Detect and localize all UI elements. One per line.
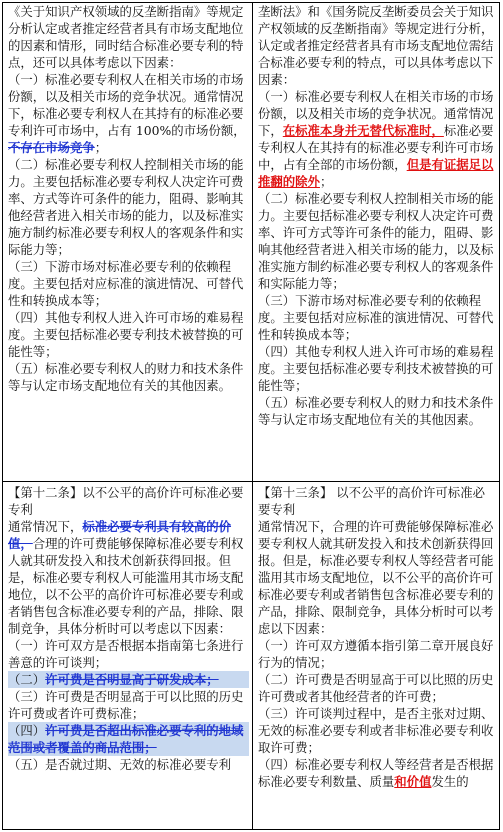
factor-3: （三）下游市场对标准必要专利的依赖程度。主要包括对应标准的演进情况、可替代性和转换成本等； <box>258 293 494 342</box>
item-4 <box>258 756 497 790</box>
factor-5: （五）标准必要专利权人的财力和技术条件等与认定市场支配地位有关的其他因素。 <box>8 361 244 393</box>
item-4-text: （四）标准必要专利权人等经营者是否根据标准必要专利数量、质量 <box>258 757 494 789</box>
deleted-text: 许可费是否明显高于研发成本； <box>45 672 219 687</box>
factor-1-end: ； <box>94 140 108 155</box>
cell-left-bottom <box>3 484 252 830</box>
deleted-text: 许可费是否超出标准必要专利的地域范围或者覆盖的商品范围； <box>8 723 244 755</box>
factor-1-end: ； <box>319 174 333 189</box>
intro-paragraph: 《关于知识产权领域的反垄断指南》等规定分析认定或者推定经营者具有市场支配地位的因素和情形，同时结合标准必要专利的特点，还可以具体考虑以下因素： <box>8 4 244 70</box>
factor-2: （二）标准必要专利权人控制相关市场的能力。主要包括标准必要专利权人决定许可费率、许可方式等许可条件的能力，阻碍、影响其他经营者进入相关市场的能力，以及标准实施方制约标准必要专利权人的客观条件和实际能力等； <box>258 191 494 291</box>
inserted-text: 但是有证据足以推翻的除外 <box>258 157 494 189</box>
factor-5: （五）标准必要专利权人的财力和技术条件等与认定市场支配地位有关的其他因素。 <box>258 395 494 427</box>
factor-4: （四）其他专利权人进入许可市场的难易程度。主要包括标准必要专利技术被替换的可能性等； <box>8 310 244 359</box>
deleted-text: 不存在市场竞争 <box>8 140 95 155</box>
factor-1-text: （一）标准必要专利权人在相关市场的市场份额，以及相关市场的竞争状况。通常情况下，标准必要专利权人在其持有的标准必要专利许可市场中，占有 100%的市场份额， <box>8 72 246 138</box>
item-3: （三）许可谈判过程中，是否主张对过期、无效的标准必要专利或者非标准必要专利收取许可费； <box>258 706 494 755</box>
article-body <box>8 518 249 637</box>
item-3: （三）许可费是否明显高于可以比照的历史许可费或者许可费标准； <box>8 689 244 721</box>
item-1: （一）许可双方遵循本指引第二章开展良好行为的情况； <box>258 638 494 670</box>
item-2: （二）许可费是否明显高于可以比照的历史许可费或者其他经营者的许可费； <box>258 672 494 704</box>
article-heading: 【第十二条】以不公平的高价许可标准必要专利 <box>8 485 244 517</box>
cell-left-top <box>3 3 252 481</box>
item-2-number: （二） <box>8 672 46 687</box>
factor-2: （二）标准必要专利权人控制相关市场的能力。主要包括标准必要专利权人决定许可费率、方式等许可条件的能力，阻碍、影响其他经营者进入相关市场的能力，以及标准实施方制约标准必要专利权人的客观条件和实际能力等； <box>8 157 244 257</box>
item-4 <box>8 722 249 756</box>
body-text-b: 合理的许可费能够保障标准必要专利权人就其研发投入和技术创新获得回报。但是，标准必要专利权人可能滥用其市场支配地位，以不公平的高价许可标准必要专利或者销售包含标准必要专利的产品，排除、限制竞争，具体分析时可以考虑以下因素： <box>8 536 244 636</box>
item-1: （一）许可双方是否根据本指南第七条进行善意的许可谈判； <box>8 638 244 670</box>
cell-right-top <box>253 3 500 481</box>
item-4-number: （四） <box>8 723 46 738</box>
factor-4: （四）其他专利权人进入许可市场的难易程度。主要包括标准必要专利技术被替换的可能性等； <box>258 344 494 393</box>
factor-1-text-b: 标准必要专利权人在其持有的标准必要专利许可市场中，占有全部的市场份额， <box>258 123 494 172</box>
factor-1-text: （一）标准必要专利权人在相关市场的市场份额，以及相关市场的竞争状况。通常情况下， <box>258 89 494 138</box>
factor-3: （三）下游市场对标准必要专利的依赖程度。主要包括对应标准的演进情况、可替代性和转换成本等； <box>8 259 244 308</box>
inserted-text: 和价值 <box>394 774 432 789</box>
cell-right-bottom <box>253 484 500 830</box>
factor-1 <box>258 88 497 190</box>
comparison-table <box>2 2 500 830</box>
row-divider <box>3 481 499 482</box>
intro-paragraph: 垄断法》和《国务院反垄断委员会关于知识产权领域的反垄断指南》等规定进行分析，认定或者推定经营者具有市场支配地位需结合标准必要专利的特点，可以具体考虑以下因素： <box>258 4 494 87</box>
item-4-text-b: 发生的 <box>431 774 469 789</box>
body-text: 通常情况下， <box>8 519 83 534</box>
article-heading: 【第十三条】 以不公平的高价许可标准必要专利 <box>258 485 485 517</box>
item-5: （五）是否就过期、无效的标准必要专利 <box>8 757 232 772</box>
factor-1 <box>8 71 249 156</box>
item-2 <box>8 671 249 688</box>
inserted-text: 在标准本身并无替代标准时， <box>282 123 444 138</box>
article-body: 通常情况下，合理的许可费能够保障标准必要专利权人就其研发投入和技术创新获得回报。但是，标准必要专利权人等经营者可能滥用其市场支配地位，以不公平的高价许可标准必要专利或者销售包含标准必要专利的产品，排除、限制竞争，具体分析时可以考虑以下因素： <box>258 519 494 636</box>
deleted-text: 标准必要专利具有较高的价值， <box>8 519 232 551</box>
